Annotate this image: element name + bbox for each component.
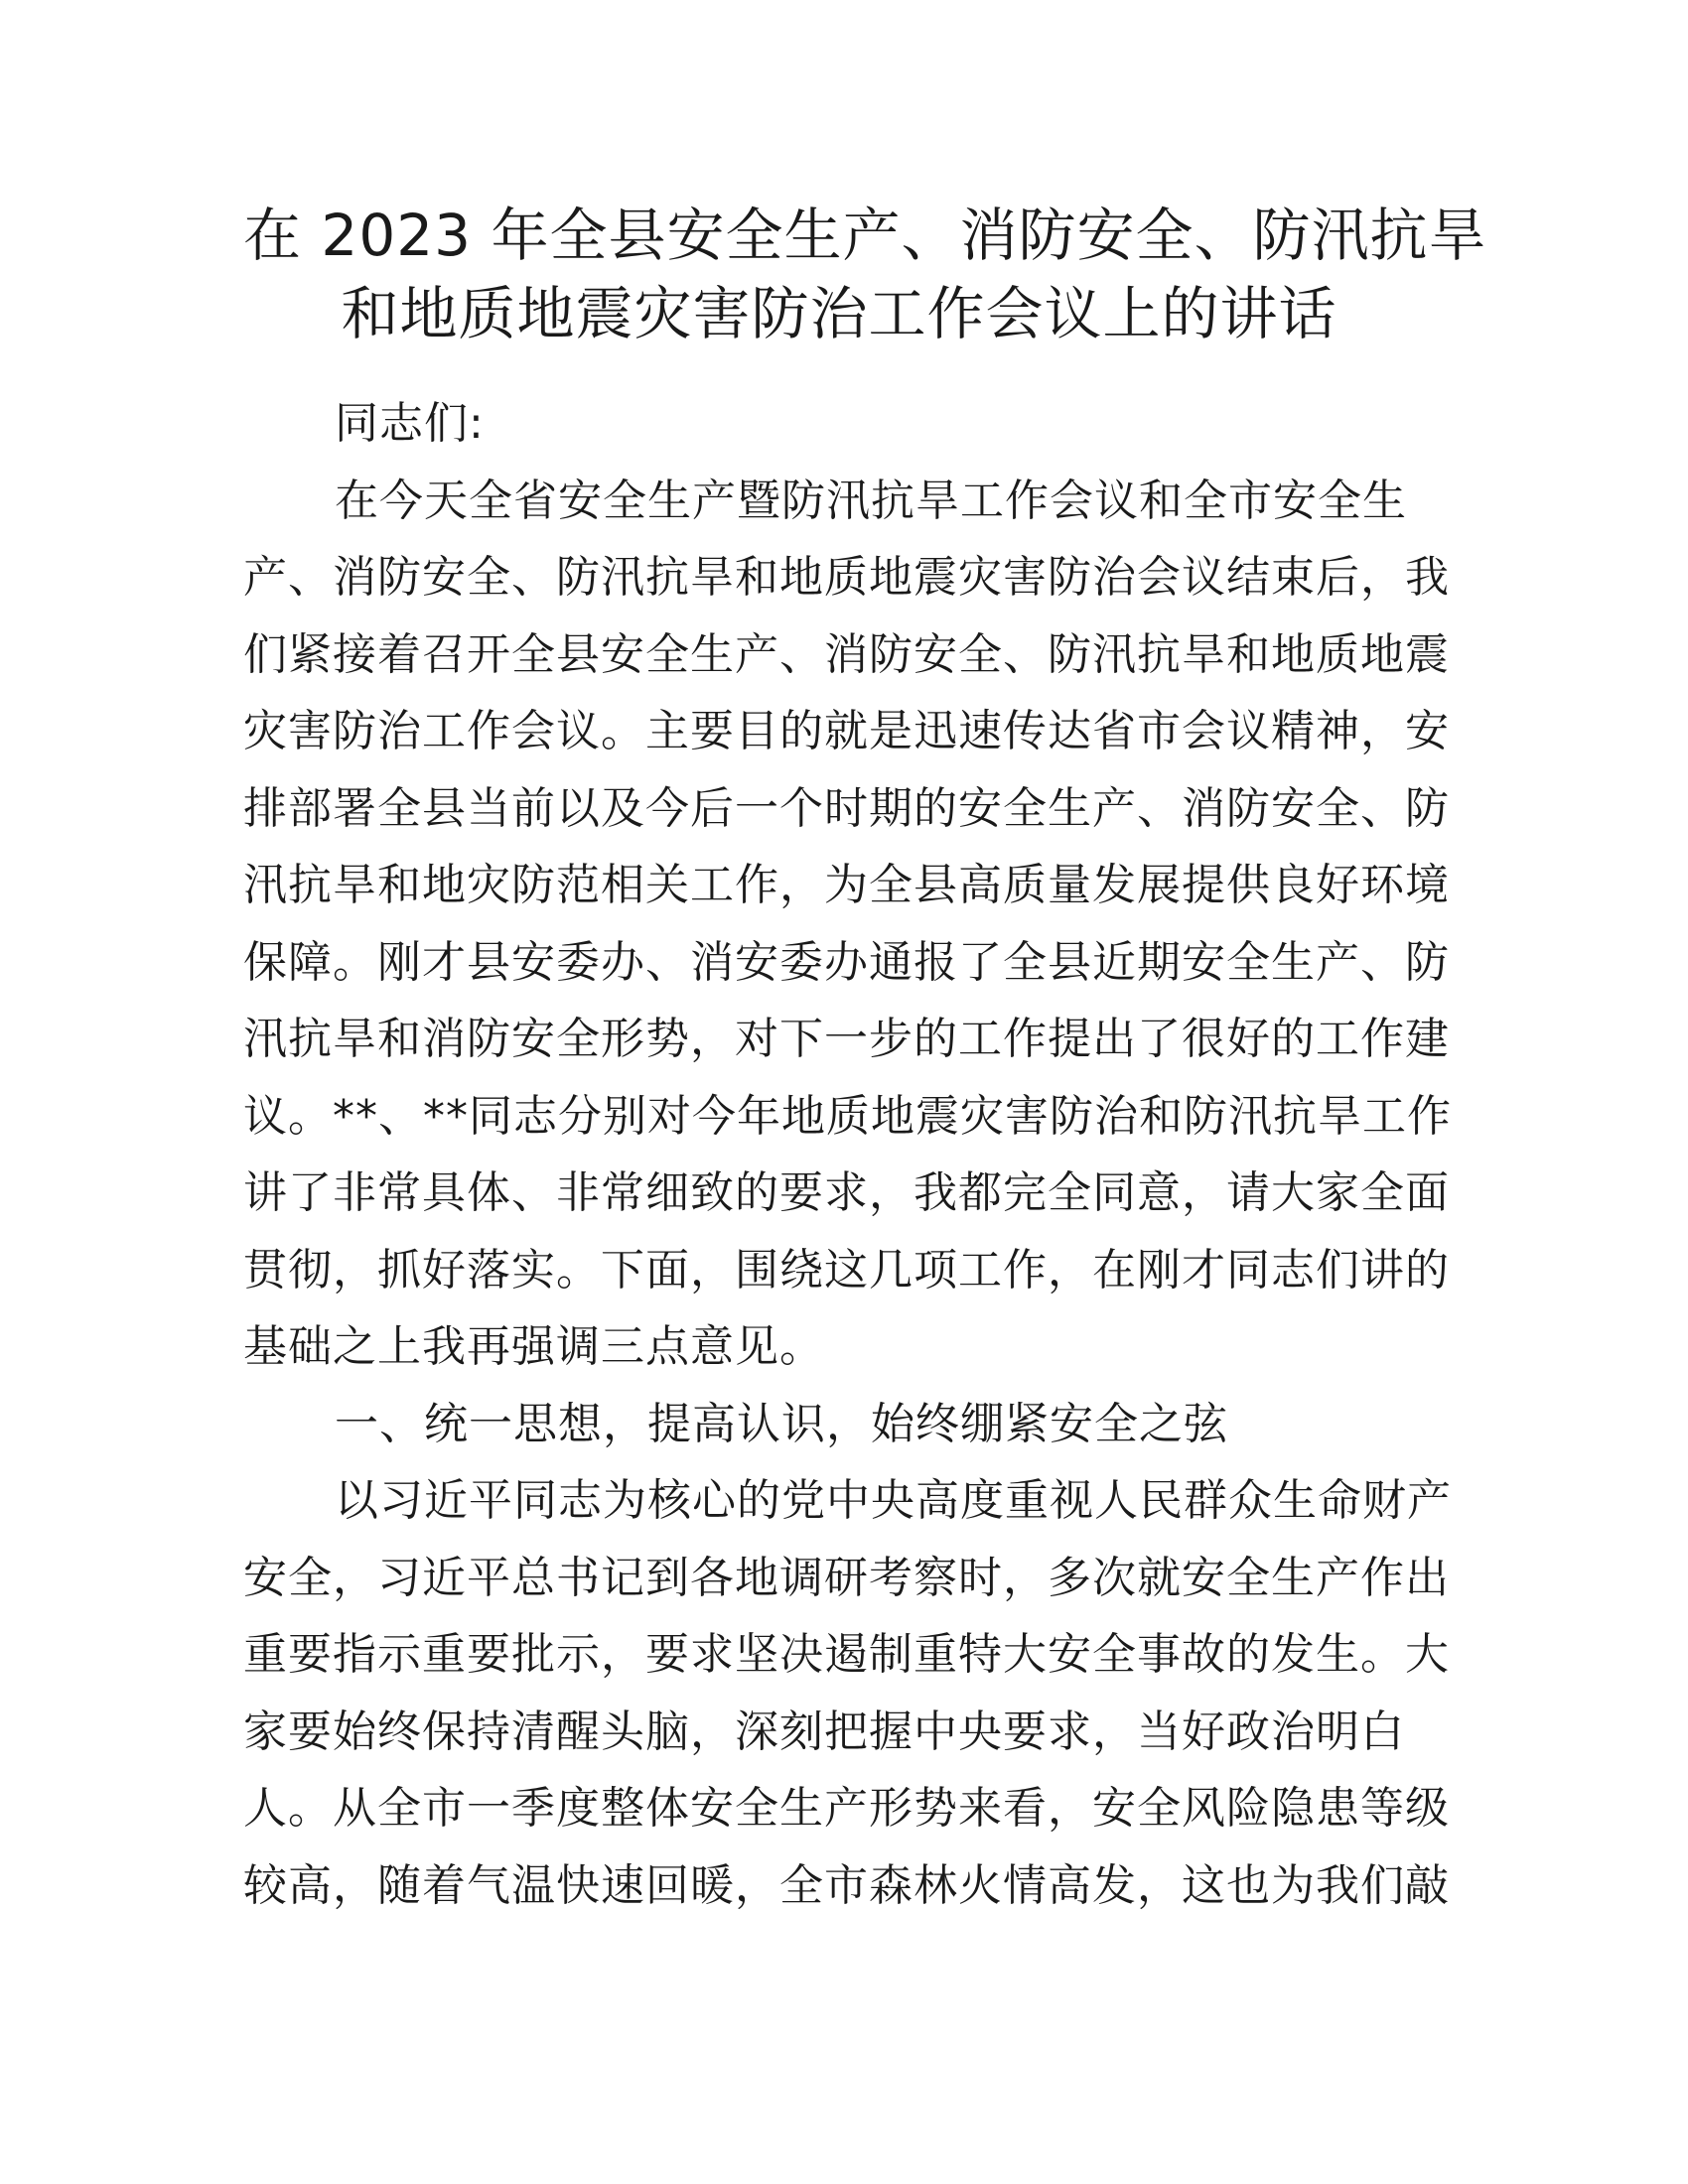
paragraph-line: 排部署全县当前以及今后一个时期的安全生产、消防安全、防 [243, 782, 1450, 834]
section-heading: 一、统一思想，提高认识，始终绷紧安全之弦 [335, 1398, 1228, 1449]
paragraph-line: 人。从全市一季度整体安全生产形势来看，安全风险隐患等级 [243, 1783, 1450, 1834]
paragraph-line: 讲了非常具体、非常细致的要求，我都完全同意，请大家全面 [243, 1167, 1450, 1218]
paragraph-line: 较高，随着气温快速回暖，全市森林火情高发，这也为我们敲 [243, 1859, 1450, 1911]
paragraph-line: 灾害防治工作会议。主要目的就是迅速传达省市会议精神，安 [243, 706, 1450, 756]
paragraph-line: 基础之上我再强调三点意见。 [243, 1321, 824, 1372]
section-heading-paragraph [243, 1386, 1435, 1463]
section-paragraph [243, 1462, 1452, 1924]
paragraph-line: 汛抗旱和地灾防范相关工作，为全县高质量发展提供良好环境 [243, 860, 1450, 910]
paragraph-line: 以习近平同志为核心的党中央高度重视人民群众生命财产 [335, 1475, 1452, 1526]
paragraph-line: 家要始终保持清醒头脑，深刻把握中央要求，当好政治明白 [243, 1706, 1405, 1757]
intro-paragraph [243, 463, 1452, 1386]
document-title [243, 197, 1487, 353]
paragraph-line: 们紧接着召开全县安全生产、消防安全、防汛抗旱和地质地震 [243, 628, 1450, 680]
paragraph-line: 贯彻，抓好落实。下面，围绕这几项工作，在刚才同志们讲的 [243, 1244, 1450, 1296]
paragraph-line: 重要指示重要批示，要求坚决遏制重特大安全事故的发生。大 [243, 1629, 1450, 1680]
paragraph-line: 在今天全省安全生产暨防汛抗旱工作会议和全市安全生 [335, 475, 1407, 526]
paragraph-line: 议。**、**同志分别对今年地质地震灾害防治和防汛抗旱工作 [243, 1090, 1452, 1142]
document-body [243, 385, 1452, 1924]
paragraph-line: 安全，习近平总书记到各地调研考察时，多次就安全生产作出 [243, 1552, 1450, 1603]
salutation-paragraph [243, 385, 1435, 463]
salutation: 同志们: [335, 398, 485, 449]
paragraph-line: 保障。刚才县安委办、消安委办通报了全县近期安全生产、防 [243, 936, 1450, 988]
paragraph-line: 汛抗旱和消防安全形势，对下一步的工作提出了很好的工作建 [243, 1014, 1450, 1064]
paragraph-line: 产、消防安全、防汛抗旱和地质地震灾害防治会议结束后，我 [243, 552, 1450, 603]
title-line: 和地质地震灾害防治工作会议上的讲话 [341, 280, 1337, 347]
title-line: 在 2023 年全县安全生产、消防安全、防汛抗旱 [243, 202, 1487, 269]
